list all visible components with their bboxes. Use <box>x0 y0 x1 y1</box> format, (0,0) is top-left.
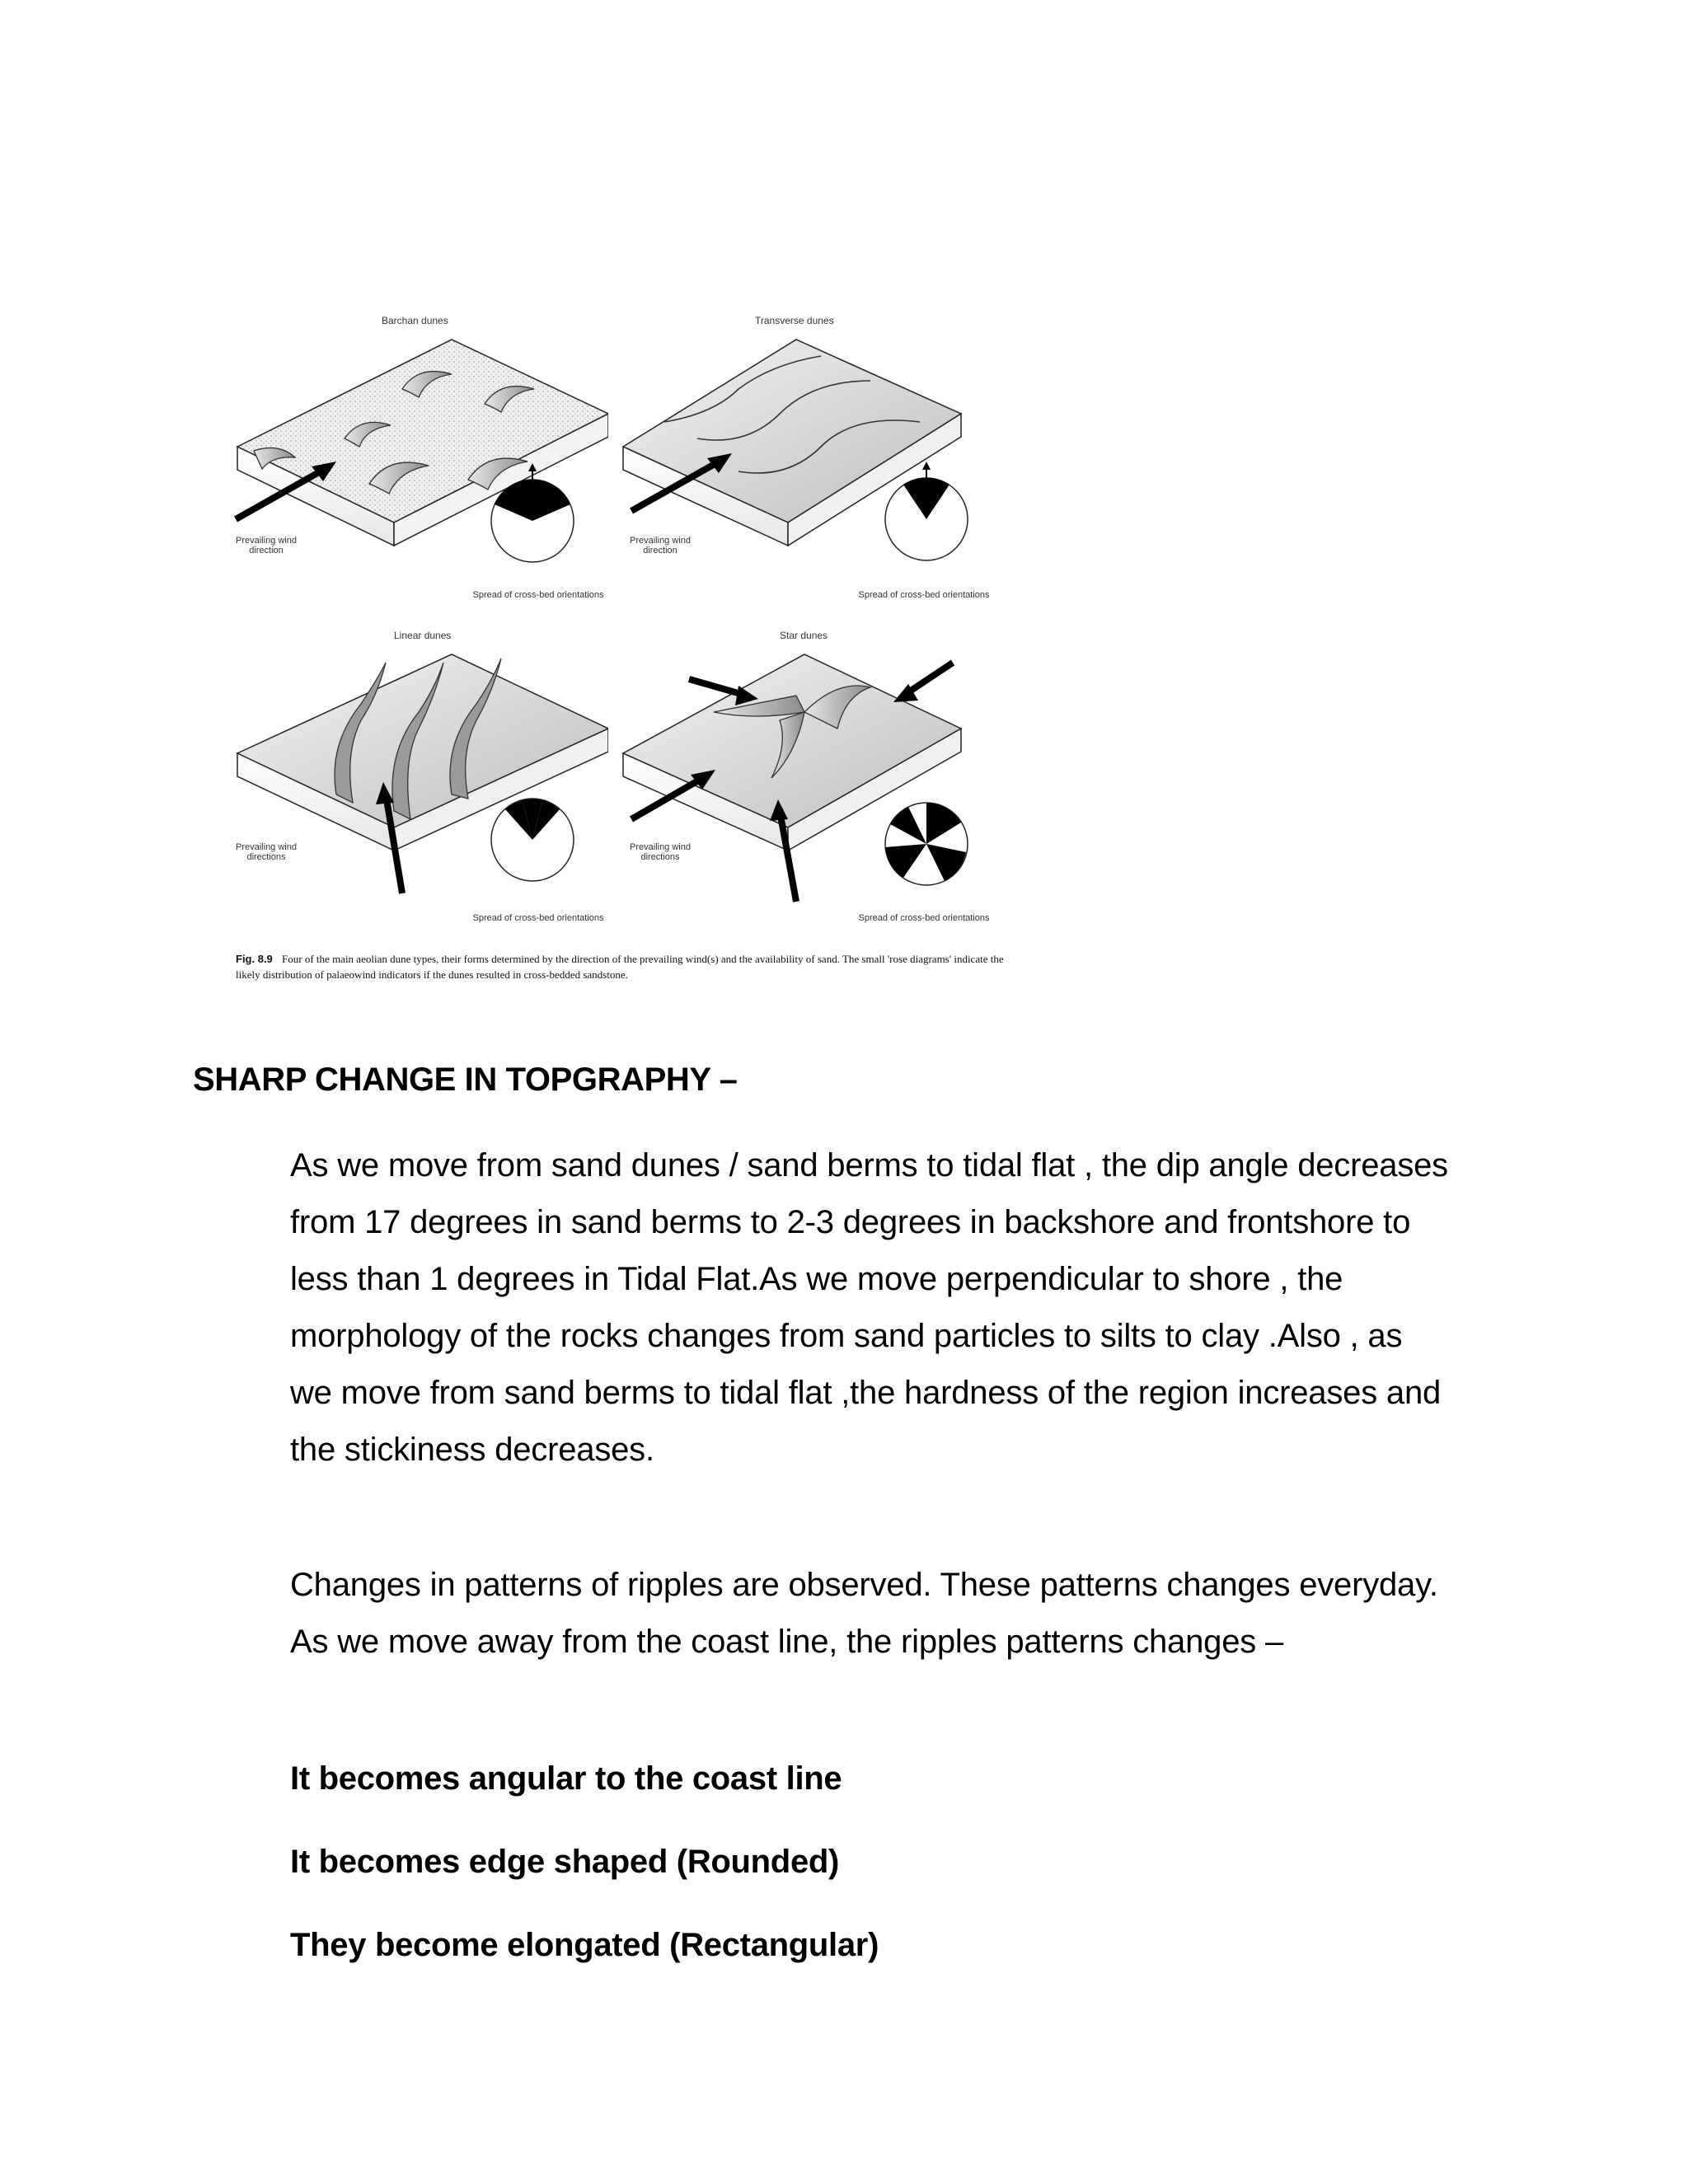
aeolian-dune-figure <box>221 307 1004 1015</box>
caption-text: Four of the main aeolian dune types, their forms determined by the direction of the prevailing wind(s) and the availability of sand. The small 'rose diagrams' indicate the likely distribution of palaeowind indicators if the dunes resulted in cross-bedded sandstone. <box>236 953 1004 981</box>
bold-point: They become elongated (Rectangular) <box>290 1927 879 1963</box>
linear-dunes-diagram <box>221 630 608 944</box>
section-heading: SHARP CHANGE IN TOPGRAPHY – <box>193 1062 738 1098</box>
linear-dunes-panel <box>221 630 608 944</box>
star-dunes-panel <box>615 630 1002 944</box>
spread-label: Spread of cross-bed orientations <box>472 590 604 600</box>
wind-label: Prevailing wind direction <box>630 536 691 555</box>
wind-label: Prevailing wind direction <box>236 536 297 555</box>
bold-point: It becomes angular to the coast line <box>290 1760 842 1797</box>
panel-title: Barchan dunes <box>382 315 448 326</box>
barchan-dunes-panel <box>221 307 608 621</box>
panel-title: Star dunes <box>780 630 828 641</box>
spread-label: Spread of cross-bed orientations <box>858 913 990 923</box>
transverse-dunes-panel <box>615 307 1002 621</box>
barchan-dunes-diagram <box>221 307 608 621</box>
wind-label: Prevailing wind directions <box>630 842 691 862</box>
bold-point: It becomes edge shaped (Rounded) <box>290 1844 840 1880</box>
figure-caption <box>236 951 1006 982</box>
panel-title: Linear dunes <box>394 630 452 641</box>
body-paragraph: Changes in patterns of ripples are observed. These patterns changes everyday. As we move away from the coast line, the ripples patterns changes – <box>290 1567 1438 1660</box>
spread-label: Spread of cross-bed orientations <box>858 590 990 600</box>
star-dunes-diagram <box>615 630 1002 944</box>
transverse-dunes-diagram <box>615 307 1002 621</box>
body-paragraph: As we move from sand dunes / sand berms to tidal flat , the dip angle decreases from 17 degrees in sand berms to 2-3 degrees in backshore and frontshore to less than 1 degrees in Tidal Flat.As we move perpendicular to shore , the morphology of the rocks changes from sand particles to silts to clay .Also , as we move from sand berms to tidal flat ,the hardness of the region increases and the stickiness decreases. <box>290 1147 1448 1468</box>
spread-label: Spread of cross-bed orientations <box>472 913 604 923</box>
panel-title: Transverse dunes <box>755 315 834 326</box>
figure-number: Fig. 8.9 <box>236 953 273 965</box>
wind-label: Prevailing wind directions <box>236 842 297 862</box>
